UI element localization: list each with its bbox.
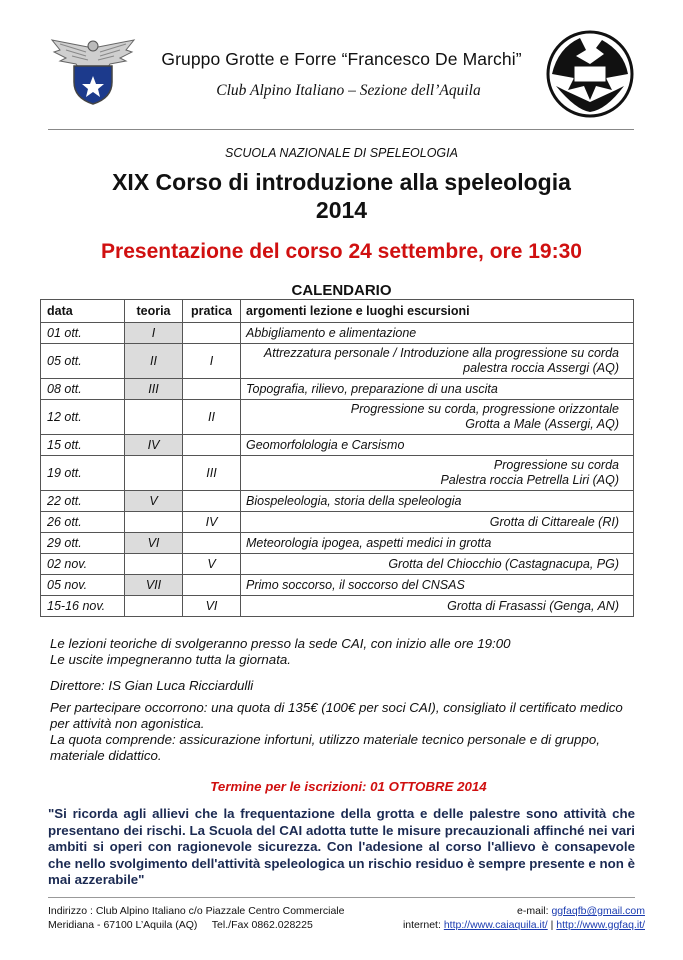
row-practice: [183, 435, 241, 456]
row-topic: [241, 379, 634, 400]
row-date: 26 ott.: [41, 512, 125, 533]
email-label: e-mail:: [517, 905, 549, 917]
fee-note: Per partecipare occorrono: una quota di 135€ (100€ per soci CAI), consigliato il certificato medico per attività non agonistica.: [50, 700, 623, 731]
address-line2: Meridiana - 67100 L’Aquila (AQ) Tel./Fax 0862.028225: [48, 919, 313, 931]
lessons-note: Le lezioni teoriche di svolgeranno presso la sede CAI, con inizio alle ore 19:00: [50, 636, 511, 651]
calendar-body: [41, 323, 634, 617]
table-row: [41, 596, 634, 617]
presentation-date: Presentazione del corso 24 settembre, ore 19:30: [101, 240, 582, 263]
topic-line: Meteorologia ipogea, aspetti medici in grotta: [246, 535, 492, 550]
calendar-table: [40, 299, 634, 617]
footer-address: [48, 904, 408, 932]
table-row: [41, 456, 634, 491]
row-theory: [125, 512, 183, 533]
internet-label: internet:: [402, 919, 441, 931]
cai-aquila-link[interactable]: http://www.caiaquila.it/: [443, 919, 548, 931]
course-year: 2014: [315, 197, 368, 223]
row-practice: III: [183, 456, 241, 491]
topic-line: Grotta di Frasassi (Genga, AN): [447, 598, 619, 613]
school-name: SCUOLA NAZIONALE DI SPELEOLOGIA: [225, 146, 458, 160]
row-theory: VII: [125, 575, 183, 596]
table-row: [41, 575, 634, 596]
org-subtitle: Club Alpino Italiano – Sezione dell’Aquila: [216, 82, 481, 99]
topic-line: Primo soccorso, il soccorso del CNSAS: [246, 577, 465, 592]
topic-line: Topografia, rilievo, preparazione di una uscita: [246, 381, 498, 396]
row-topic: [241, 512, 634, 533]
row-topic: [241, 554, 634, 575]
row-topic: [241, 575, 634, 596]
row-date: 01 ott.: [41, 323, 125, 344]
row-date: 05 ott.: [41, 344, 125, 379]
column-header-topics: argomenti lezione e luoghi escursioni: [241, 300, 634, 323]
row-date: 15-16 nov.: [41, 596, 125, 617]
row-practice: VI: [183, 596, 241, 617]
calendar-title: CALENDARIO: [291, 282, 392, 299]
footer-divider: [48, 897, 635, 898]
row-practice: [183, 491, 241, 512]
row-theory: II: [125, 344, 183, 379]
row-practice: I: [183, 344, 241, 379]
header-divider: [48, 129, 634, 130]
topic-line: Grotta di Cittareale (RI): [489, 514, 619, 529]
row-date: 02 nov.: [41, 554, 125, 575]
topic-line: Biospeleologia, storia della speleologia: [246, 493, 462, 508]
topic-line: Geomorfolologia e Carsismo: [246, 437, 405, 452]
row-topic: [241, 323, 634, 344]
row-topic: [241, 533, 634, 554]
table-header-row: [41, 300, 634, 323]
email-line: [380, 904, 645, 918]
topic-line: Progressione su corda: [493, 458, 619, 472]
row-date: 22 ott.: [41, 491, 125, 512]
row-date: 29 ott.: [41, 533, 125, 554]
table-row: [41, 491, 634, 512]
group-logo: [546, 30, 634, 118]
director-note: Direttore: IS Gian Luca Ricciardulli: [50, 678, 254, 693]
ggfaq-link[interactable]: http://www.ggfaq.it/: [556, 919, 645, 931]
row-date: 19 ott.: [41, 456, 125, 491]
topic-line: Attrezzatura personale / Introduzione alla progressione su corda: [263, 346, 619, 360]
risk-warning: "Si ricorda agli allievi che la frequentazione della grotta e delle palestre sono attività che presentano dei rischi. La Scuola del CAI adotta tutte le misure precauzionali affinché nei vari ambiti si operi con ragionevole sicurezza. Con l'adesione al corso l'allievo è consapevole che nello svolgimento dell'attività speleologica un rischio residuo è sempre presente e non è mai azzerabile": [48, 806, 635, 887]
row-theory: I: [125, 323, 183, 344]
column-header-practice: pratica: [183, 300, 241, 323]
row-topic: [241, 491, 634, 512]
row-practice: II: [183, 400, 241, 435]
row-date: 05 nov.: [41, 575, 125, 596]
row-date: 08 ott.: [41, 379, 125, 400]
row-topic: [241, 456, 634, 491]
row-topic: [241, 435, 634, 456]
table-row: [41, 512, 634, 533]
row-practice: [183, 379, 241, 400]
row-theory: IV: [125, 435, 183, 456]
table-row: [41, 344, 634, 379]
table-row: [41, 533, 634, 554]
topic-location: palestra roccia Assergi (AQ): [463, 361, 619, 375]
topic-location: Palestra roccia Petrella Liri (AQ): [440, 473, 619, 487]
row-theory: [125, 400, 183, 435]
row-practice: [183, 533, 241, 554]
topic-line: Grotta del Chiocchio (Castagnacupa, PG): [388, 556, 619, 571]
address-line1: Indirizzo : Club Alpino Italiano c/o Piazzale Centro Commerciale: [48, 905, 345, 917]
row-theory: [125, 456, 183, 491]
row-theory: VI: [125, 533, 183, 554]
row-practice: [183, 575, 241, 596]
row-practice: V: [183, 554, 241, 575]
table-row: [41, 400, 634, 435]
row-date: 15 ott.: [41, 435, 125, 456]
fee-includes-note: La quota comprende: assicurazione infortuni, utilizzo materiale tecnico personale e di gruppo, materiale didattico.: [50, 732, 600, 763]
topic-line: Progressione su corda, progressione orizzontale: [350, 402, 619, 416]
table-row: [41, 554, 634, 575]
email-link[interactable]: ggfaqfb@gmail.com: [551, 905, 645, 917]
row-theory: III: [125, 379, 183, 400]
row-practice: [183, 323, 241, 344]
row-practice: IV: [183, 512, 241, 533]
course-title-line1: XIX Corso di introduzione alla speleologia: [112, 169, 571, 195]
registration-deadline: Termine per le iscrizioni: 01 OTTOBRE 2014: [210, 779, 487, 794]
column-header-theory: teoria: [125, 300, 183, 323]
row-topic: [241, 400, 634, 435]
row-theory: [125, 554, 183, 575]
row-date: 12 ott.: [41, 400, 125, 435]
fee-notes: [50, 700, 635, 764]
table-row: [41, 435, 634, 456]
footer-contacts: [380, 904, 645, 932]
topic-line: Abbigliamento e alimentazione: [246, 325, 417, 340]
row-theory: V: [125, 491, 183, 512]
course-title: [0, 168, 683, 224]
link-separator: |: [547, 919, 557, 931]
row-topic: [241, 596, 634, 617]
table-row: [41, 323, 634, 344]
outings-note: Le uscite impegneranno tutta la giornata.: [50, 652, 291, 667]
row-theory: [125, 596, 183, 617]
row-topic: [241, 344, 634, 379]
org-name: Gruppo Grotte e Forre “Francesco De Marchi”: [161, 49, 522, 69]
column-header-date: data: [41, 300, 125, 323]
table-row: [41, 379, 634, 400]
internet-line: [380, 918, 645, 932]
lesson-notes: [50, 636, 635, 668]
topic-location: Grotta a Male (Assergi, AQ): [465, 417, 619, 431]
